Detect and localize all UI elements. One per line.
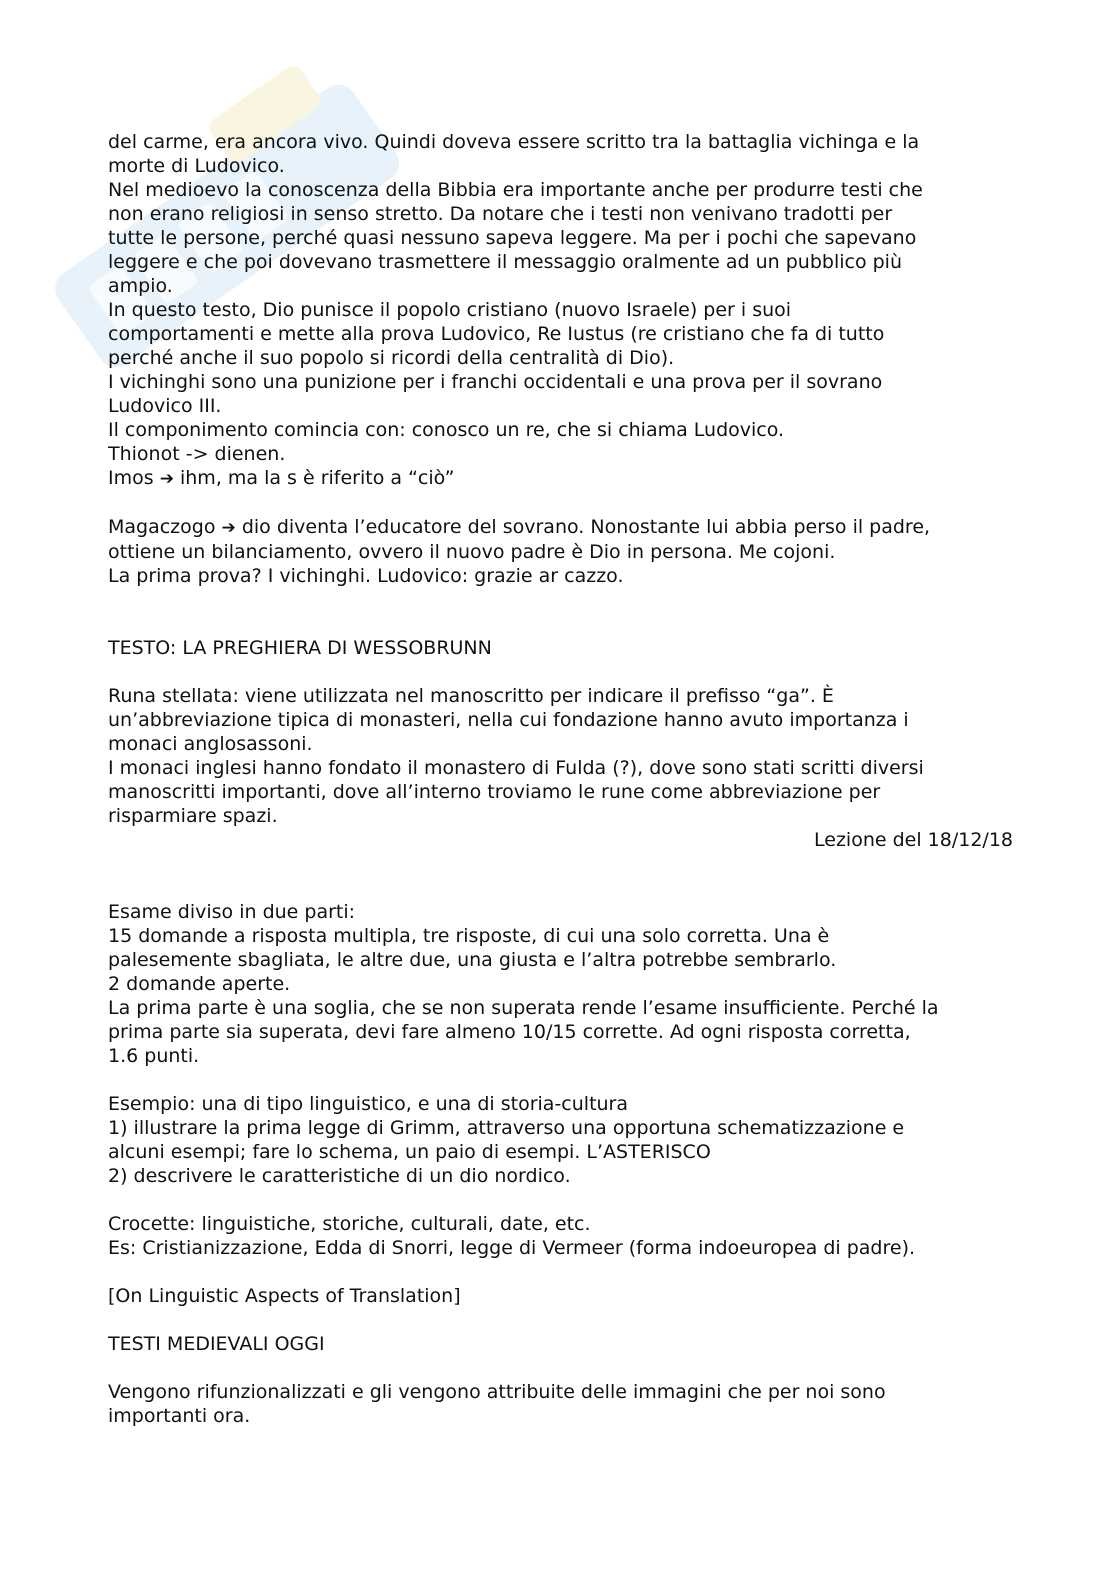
text-line: In questo testo, Dio punisce il popolo cristiano (nuovo Israele) per i suoi — [108, 299, 792, 321]
lesson-date: Lezione del 18/12/18 — [814, 829, 1013, 851]
right-arrow-icon: ➔ — [159, 469, 174, 489]
text-line — [108, 515, 1013, 540]
text-line: Runa stellata: viene utilizzata nel manoscritto per indicare il prefisso “ga”. È — [108, 685, 834, 707]
section-heading: TESTO: LA PREGHIERA DI WESSOBRUNN — [108, 637, 492, 659]
text-line: perché anche il suo popolo si ricordi della centralità di Dio). — [108, 347, 675, 369]
text-line: Crocette: linguistiche, storiche, culturali, date, etc. — [108, 1213, 591, 1235]
text-segment: dio diventa l’educatore del sovrano. Nonostante lui abbia perso il padre, — [241, 516, 931, 538]
text-line: 1.6 punti. — [108, 1045, 200, 1067]
text-line: manoscritti importanti, dove all’interno troviamo le rune come abbreviazione per — [108, 781, 881, 803]
text-line: comportamenti e mette alla prova Ludovico, Re Iustus (re cristiano che fa di tutto — [108, 323, 885, 345]
text-line: La prima parte è una soglia, che se non superata rende l’esame insufficiente. Perché la — [108, 997, 939, 1019]
text-line: Es: Cristianizzazione, Edda di Snorri, legge di Vermeer (forma indoeuropea di padre). — [108, 1237, 916, 1259]
text-line: monaci anglosassoni. — [108, 733, 313, 755]
section-heading: TESTI MEDIEVALI OGGI — [108, 1333, 325, 1355]
text-line — [108, 466, 1013, 491]
text-line: prima parte sia superata, devi fare almeno 10/15 corrette. Ad ogni risposta corretta, — [108, 1021, 911, 1043]
text-line: Esame diviso in due parti: — [108, 901, 356, 923]
text-line: La prima prova? I vichinghi. Ludovico: grazie ar cazzo. — [108, 565, 624, 587]
text-line: Thionot -> dienen. — [108, 443, 286, 465]
text-line: 15 domande a risposta multipla, tre risposte, di cui una solo corretta. Una è — [108, 925, 830, 947]
text-segment: ihm, ma la s è riferito a “ciò” — [179, 467, 455, 489]
text-line: [On Linguistic Aspects of Translation] — [108, 1285, 461, 1307]
text-line: ottiene un bilanciamento, ovvero il nuovo padre è Dio in persona. Me cojoni. — [108, 541, 836, 563]
text-line: ampio. — [108, 275, 173, 297]
text-line: tutte le persone, perché quasi nessuno sapeva leggere. Ma per i pochi che sapevano — [108, 227, 917, 249]
text-line: del carme, era ancora vivo. Quindi doveva essere scritto tra la battaglia vichinga e la — [108, 131, 920, 153]
text-line: un’abbreviazione tipica di monasteri, nella cui fondazione hanno avuto importanza i — [108, 709, 909, 731]
text-segment: Magaczogo — [108, 516, 222, 538]
text-line: alcuni esempi; fare lo schema, un paio di esempi. L’ASTERISCO — [108, 1141, 711, 1163]
text-line: Ludovico III. — [108, 395, 222, 417]
text-line: I monaci inglesi hanno fondato il monastero di Fulda (?), dove sono stati scritti diversi — [108, 757, 924, 779]
text-line: leggere e che poi dovevano trasmettere il messaggio oralmente ad un pubblico più — [108, 251, 902, 273]
text-line: Esempio: una di tipo linguistico, e una di storia-cultura — [108, 1093, 629, 1115]
text-line: 2) descrivere le caratteristiche di un dio nordico. — [108, 1165, 571, 1187]
text-line: importanti ora. — [108, 1405, 251, 1427]
text-line: Il componimento comincia con: conosco un re, che si chiama Ludovico. — [108, 419, 785, 441]
text-line: morte di Ludovico. — [108, 155, 285, 177]
text-segment: Imos — [108, 467, 160, 489]
document-page — [108, 130, 1013, 1428]
text-line: risparmiare spazi. — [108, 805, 278, 827]
right-arrow-icon: ➔ — [221, 518, 236, 538]
text-line: 2 domande aperte. — [108, 973, 291, 995]
text-line: non erano religiosi in senso stretto. Da notare che i testi non venivano tradotti per — [108, 203, 893, 225]
text-line: palesemente sbagliata, le altre due, una giusta e l’altra potrebbe sembrarlo. — [108, 949, 837, 971]
text-line: Nel medioevo la conoscenza della Bibbia era importante anche per produrre testi che — [108, 179, 923, 201]
text-line: I vichinghi sono una punizione per i franchi occidentali e una prova per il sovrano — [108, 371, 883, 393]
text-line: 1) illustrare la prima legge di Grimm, attraverso una opportuna schematizzazione e — [108, 1117, 905, 1139]
text-line: Vengono rifunzionalizzati e gli vengono attribuite delle immagini che per noi sono — [108, 1381, 886, 1403]
